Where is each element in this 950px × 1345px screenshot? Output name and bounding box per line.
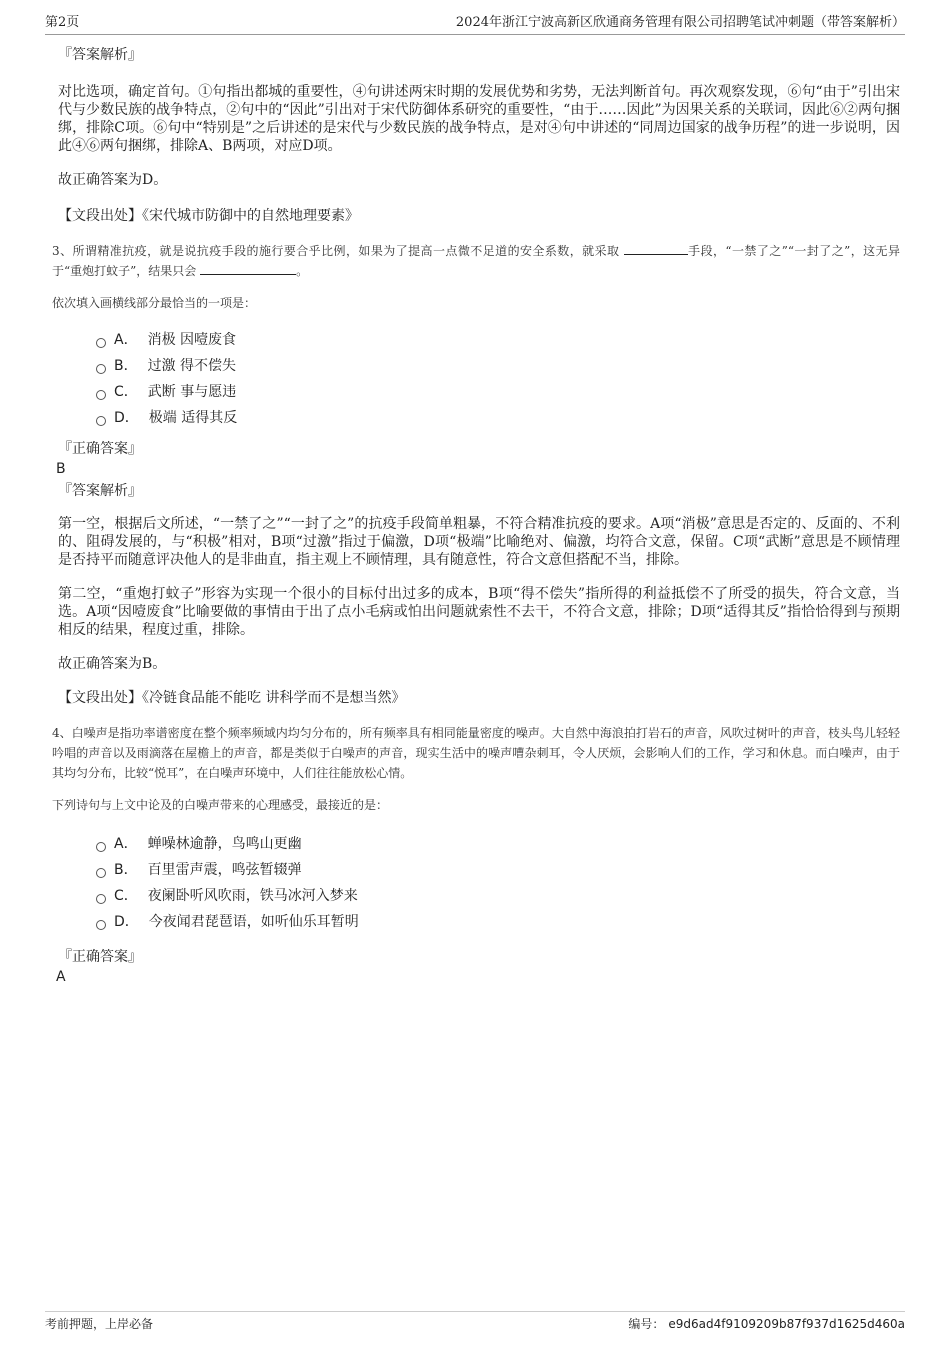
footer-slogan: 考前押题，上岸必备 [45, 1317, 154, 1331]
radio-icon[interactable] [96, 842, 106, 852]
correct-answer: A [56, 969, 66, 985]
page-content [52, 40, 900, 986]
option-d[interactable]: D． 今夜闻君琵琶语，如听仙乐耳暂明 [52, 909, 900, 935]
analysis-paragraph-2: 第二空，“重炮打蚊子”形容为实现一个很小的目标付出过多的成本，B项“得不偿失”指所得的利益抵偿不了所受的损失，符合文意，当选。A项“因噎废食”比喻要做的事情由于出了点小毛病或怕出问题就索性不去干，不符合文意，排除；D项“适得其反”指恰恰得到与预期相反的结果，程度过重，排除。 [58, 586, 900, 638]
blank-1 [624, 242, 688, 255]
page-header [45, 14, 905, 35]
question-3-options [52, 327, 900, 431]
analysis-paragraph-1: 第一空，根据后文所述，“一禁了之”“一封了之”的抗疫手段简单粗暴，不符合精准抗疫的要求。A项“消极”意思是否定的、反面的、不利的、阻碍发展的，与“积极”相对，B项“过激”指过于偏激，D项“极端”比喻绝对、偏激，均符合文意，保留。C项“武断”意思是不顾情理是否持平而随意评决他人的是非曲直，指主观上不顾情理，具有随意性，符合文意但搭配不当，排除。 [58, 516, 900, 568]
answer-tag: 『正确答案』 [58, 441, 142, 457]
correct-answer: B [56, 461, 66, 477]
answer-tag: 『正确答案』 [58, 949, 142, 965]
option-c[interactable]: C． 夜阑卧听风吹雨，铁马冰河入梦来 [52, 883, 900, 909]
question-4-options [52, 831, 900, 935]
option-d[interactable]: D． 极端 适得其反 [52, 405, 900, 431]
option-b[interactable]: B． 过激 得不偿失 [52, 353, 900, 379]
option-b[interactable]: B． 百里雷声震，鸣弦暂辍弹 [52, 857, 900, 883]
question-3-stem: 3、所谓精准抗疫，就是说抗疫手段的施行要合乎比例，如果为了提高一点微不足道的安全系数，就采取 手段，“一禁了之”“一封了之”，这无异于“重炮打蚊子”，结果只会 。 [52, 244, 900, 278]
question-3-prompt: 依次填入画横线部分最恰当的一项是： [52, 296, 257, 310]
page-number: 第2页 [45, 15, 80, 30]
radio-icon[interactable] [96, 390, 106, 400]
question-4-prompt: 下列诗句与上文中论及的白噪声带来的心理感受，最接近的是： [52, 798, 389, 812]
radio-icon[interactable] [96, 364, 106, 374]
conclusion-text: 故正确答案为D。 [58, 172, 168, 188]
conclusion-text: 故正确答案为B。 [58, 656, 167, 672]
radio-icon[interactable] [96, 338, 106, 348]
radio-icon[interactable] [96, 868, 106, 878]
source-citation: 【文段出处】《宋代城市防御中的自然地理要素》 [58, 208, 359, 224]
analysis-paragraph: 对比选项，确定首句。①句指出都城的重要性，④句讲述两宋时期的发展优势和劣势，无法判断首句。再次观察发现，⑥句“由于”引出宋代与少数民族的战争特点，②句中的“因此”引出对于宋代防御体系研究的重要性，“由于……因此”为因果关系的关联词，因此⑥②两句捆绑，排除C项。⑥句中“特别是”之后讲述的是宋代与少数民族的战争特点，是对④句中讲述的“同周边国家的战争历程”的进一步说明，因此④⑥两句捆绑，排除A、B两项，对应D项。 [58, 84, 900, 154]
radio-icon[interactable] [96, 920, 106, 930]
radio-icon[interactable] [96, 894, 106, 904]
option-a[interactable]: A． 消极 因噎废食 [52, 327, 900, 353]
radio-icon[interactable] [96, 416, 106, 426]
analysis-tag: 『答案解析』 [58, 483, 142, 499]
option-c[interactable]: C． 武断 事与愿违 [52, 379, 900, 405]
page-footer [45, 1311, 905, 1336]
analysis-tag: 『答案解析』 [58, 47, 142, 63]
document-code: 编号： e9d6ad4f9109209b87f937d1625d460a [628, 1317, 905, 1331]
source-citation: 【文段出处】《冷链食品能不能吃 讲科学而不是想当然》 [58, 690, 406, 706]
document-title: 2024年浙江宁波高新区欣通商务管理有限公司招聘笔试冲刺题（带答案解析） [455, 15, 905, 30]
blank-2 [200, 262, 296, 275]
question-4-stem: 4、白噪声是指功率谱密度在整个频率频域内均匀分布的，所有频率具有相同能量密度的噪声。大自然中海浪拍打岩石的声音，风吹过树叶的声音，枝头鸟儿轻轻吟唱的声音以及雨滴落在屋檐上的声音，都是类似于白噪声的声音，现实生活中的噪声嘈杂刺耳，令人厌烦，会影响人们的工作，学习和休息。而白噪声，由于其均匀分布，比较“悦耳”，在白噪声环境中，人们往往能放松心情。 [52, 726, 900, 780]
option-a[interactable]: A． 蝉噪林逾静，鸟鸣山更幽 [52, 831, 900, 857]
